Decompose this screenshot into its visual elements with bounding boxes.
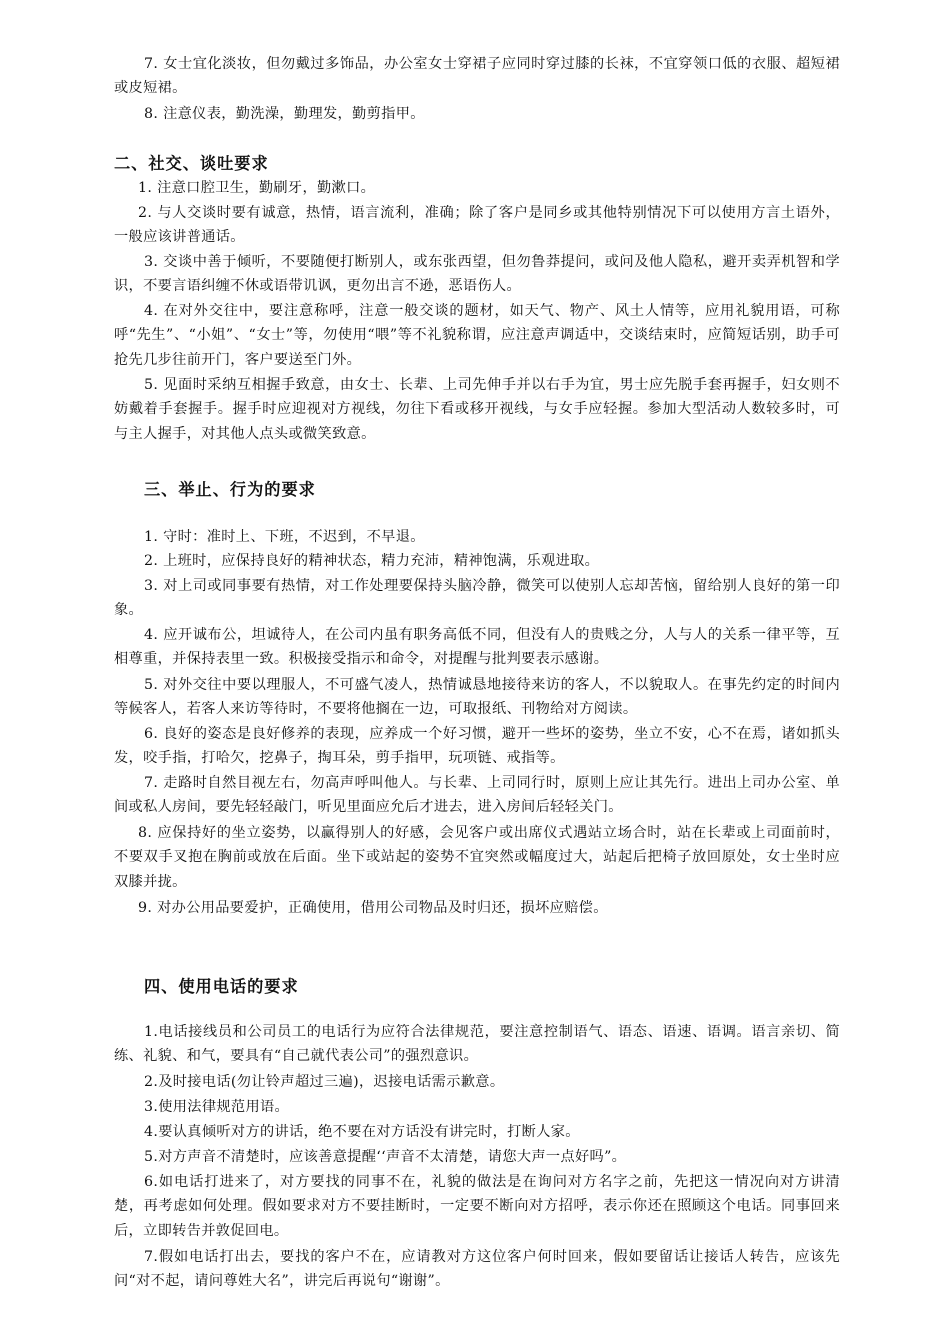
section-heading-behavior: 三、举止、行为的要求 (144, 480, 316, 499)
list-item: 7. 走路时自然目视左右，勿高声呼叫他人。与长辈、上司同行时，原则上应让其先行。进出上司办公室、单间或私人房间，要先轻轻敲门，听见里面应允后才进去，进入房间后轻轻关门。 (114, 775, 840, 816)
list-item: 2.及时接电话(勿让铃声超过三遍)，迟接电话需示歉意。 (144, 1074, 505, 1090)
intro-item-8: 8. 注意仪表，勤洗澡，勤理发，勤剪指甲。 (144, 106, 425, 122)
list-item: 9. 对办公用品要爱护，正确使用，借用公司物品及时归还，损坏应赔偿。 (138, 900, 608, 916)
list-item: 4. 在对外交往中，要注意称呼，注意一般交谈的题材，如天气、物产、风土人情等，应用礼貌用语，可称呼“先生”、“小姐”、“女士”等，勿使用“喂”等不礼貌称谓，应注意声调适中，交谈结束时，应简短话别，助手可抢先几步往前开门，客户要送至门外。 (114, 303, 840, 368)
list-item: 1. 注意口腔卫生，勤刷牙，勤漱口。 (138, 180, 376, 196)
list-item: 6.如电话打进来了，对方要找的同事不在，礼貌的做法是在询问对方名字之前，先把这一情况向对方讲清楚，再考虑如何处理。假如要求对方不要挂断时，一定要不断向对方招呼，表示你还在照顾这个电话。同事回来后，立即转告并敦促回电。 (114, 1174, 840, 1239)
section-heading-social: 二、社交、谈吐要求 (114, 154, 269, 173)
list-item: 3. 对上司或同事要有热情，对工作处理要保持头脑冷静，微笑可以使别人忘却苦恼，留给别人良好的第一印象。 (114, 578, 840, 619)
list-item: 3. 交谈中善于倾听，不要随便打断别人，或东张西望，但勿鲁莽提问，或问及他人隐私，避开卖弄机智和学识，不要言语纠缠不休或语带讥讽，更勿出言不逊，恶语伤人。 (114, 254, 840, 295)
intro-item-7: 7. 女士宜化淡妆，但勿戴过多饰品，办公室女士穿裙子应同时穿过膝的长袜，不宜穿领口低的衣服、超短裙或皮短裙。 (114, 56, 840, 97)
list-item: 7.假如电话打出去，要找的客户不在，应请教对方这位客户何时回来，假如要留话让接话人转告，应该先问“对不起，请问尊姓大名”，讲完后再说句“谢谢”。 (114, 1249, 840, 1290)
list-item: 4.要认真倾听对方的讲话，绝不要在对方话没有讲完时，打断人家。 (144, 1124, 580, 1140)
list-item: 2. 与人交谈时要有诚意，热情，语言流利，准确；除了客户是同乡或其他特别情况下可以使用方言土语外，一般应该讲普通话。 (114, 205, 840, 246)
list-item: 4. 应开诚布公，坦诚待人，在公司内虽有职务高低不同，但没有人的贵贱之分，人与人的关系一律平等，互相尊重，并保持表里一致。积极接受指示和命令，对提醒与批判要表示感谢。 (114, 627, 840, 668)
list-item: 5.对方声音不清楚时，应该善意提醒‘‘声音不太清楚，请您大声一点好吗”。 (144, 1149, 627, 1165)
section-heading-telephone: 四、使用电话的要求 (144, 977, 299, 996)
list-item: 1. 守时：准时上、下班，不迟到，不早退。 (144, 529, 425, 545)
list-item: 8. 应保持好的坐立姿势，以赢得别人的好感，会见客户或出席仪式遇站立场合时，站在长辈或上司面前时，不要双手叉抱在胸前或放在后面。坐下或站起的姿势不宜突然或幅度过大，站起后把椅子放回原处，女士坐时应双膝并拢。 (114, 825, 840, 890)
list-item: 5. 见面时采纳互相握手致意，由女士、长辈、上司先伸手并以右手为宜，男士应先脱手套再握手，妇女则不妨戴着手套握手。握手时应迎视对方视线，勿往下看或移开视线，与女手应轻握。参加大型活动人数较多时，可与主人握手，对其他人点头或微笑致意。 (114, 377, 840, 442)
list-item: 1.电话接线员和公司员工的电话行为应符合法律规范，要注意控制语气、语态、语速、语调。语言亲切、简练、礼貌、和气，要具有“自己就代表公司”的强烈意识。 (114, 1024, 840, 1065)
list-item: 6. 良好的姿态是良好修养的表现，应养成一个好习惯，避开一些坏的姿势，坐立不安，心不在焉，诸如抓头发，咬手指，打哈欠，挖鼻子，掏耳朵，剪手指甲，玩项链、戒指等。 (114, 726, 840, 767)
list-item: 5. 对外交往中要以理服人，不可盛气凌人，热情诚恳地接待来访的客人，不以貌取人。在事先约定的时间内等候客人，若客人来访等待时，不要将他搁在一边，可取报纸、刊物给对方阅读。 (114, 677, 840, 718)
list-item: 3.使用法律规范用语。 (144, 1099, 290, 1115)
list-item: 2. 上班时，应保持良好的精神状态，精力充沛，精神饱满，乐观进取。 (144, 553, 600, 569)
